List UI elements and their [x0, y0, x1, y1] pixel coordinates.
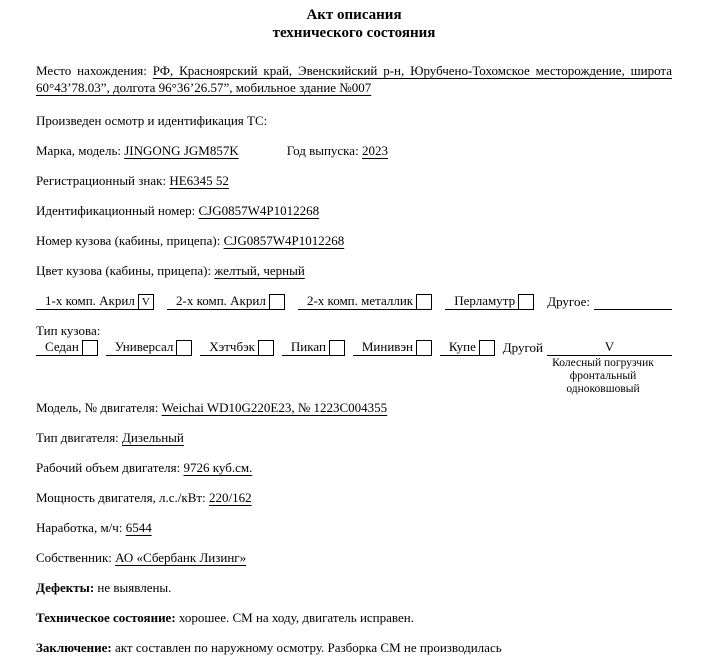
operating-hours-value: 6544: [125, 520, 152, 535]
defects-label: Дефекты:: [36, 580, 95, 595]
body-type-minivan: [353, 339, 432, 356]
engine-type-value: Дизельный: [122, 430, 184, 445]
location-value: РФ, Красноярский край, Эвенскийский р-н, Юрубчено-Тохомское месторождение, широта 60°43’78.03”, долгота 96°36’26.57”, мобильное здание №007: [36, 63, 673, 95]
condition-line: [36, 610, 672, 626]
field-operating-hours: [36, 520, 672, 536]
field-engine-type: [36, 430, 672, 446]
body-type-coupe-checkbox[interactable]: [479, 340, 495, 356]
body-type-row: [36, 339, 672, 356]
document-title: [36, 6, 672, 42]
field-vin: [36, 203, 672, 219]
defects-line: [36, 580, 672, 596]
vin-value: CJG0857W4P1012268: [198, 203, 320, 218]
vin-label: Идентификационный номер:: [36, 203, 196, 218]
owner-value: АО «Сбербанк Лизинг»: [115, 550, 247, 565]
body-color-label: Цвет кузова (кабины, прицепа):: [36, 263, 212, 278]
paint-option-metallic-checkbox[interactable]: [416, 294, 432, 310]
reg-number-value: НЕ6345 52: [169, 173, 229, 188]
paint-option-acryl-1-label: 1-х комп. Акрил: [45, 293, 135, 308]
condition-value: хорошее. СМ на ходу, двигатель исправен.: [178, 610, 414, 625]
body-type-other-note: Колесный погрузчик фронтальный одноковшовый: [552, 357, 654, 395]
field-body-number: [36, 233, 672, 249]
body-type-other: [503, 339, 672, 356]
intro-line: Произведен осмотр и идентификация ТС:: [36, 113, 268, 128]
engine-power-label: Мощность двигателя, л.с./кВт:: [36, 490, 206, 505]
paint-option-pearl: [445, 293, 534, 310]
body-type-sedan-label: Седан: [45, 339, 79, 354]
paint-option-acryl-2-label: 2-х комп. Акрил: [175, 293, 266, 308]
body-type-pickup-checkbox[interactable]: [329, 340, 345, 356]
year-label: Год выпуска:: [286, 143, 359, 158]
paint-option-pearl-label: Перламутр: [454, 293, 516, 308]
body-type-other-field[interactable]: V: [547, 339, 672, 356]
field-make-model: [36, 143, 672, 159]
conclusion-label: Заключение:: [36, 640, 112, 655]
body-type-pickup-label: Пикап: [290, 339, 326, 354]
paint-option-metallic: [298, 293, 432, 310]
field-engine-model: [36, 400, 672, 416]
engine-model-value: Weichai WD10G220E23, № 1223C004355: [161, 400, 388, 415]
location-label: Место нахождения:: [36, 63, 147, 78]
engine-type-label: Тип двигателя:: [36, 430, 119, 445]
body-type-wagon-checkbox[interactable]: [176, 340, 192, 356]
engine-volume-value: 9726 куб.см.: [183, 460, 253, 475]
paint-option-acryl-1: [36, 293, 154, 310]
field-body-color: [36, 263, 672, 279]
paint-options-row: [36, 293, 672, 310]
body-type-coupe-label: Купе: [448, 339, 476, 354]
field-engine-volume: [36, 460, 672, 476]
field-reg-number: [36, 173, 672, 189]
body-type-pickup: [282, 339, 345, 356]
defects-value: не выявлены.: [97, 580, 172, 595]
field-owner: [36, 550, 672, 566]
body-type-hatchback: [200, 339, 274, 356]
body-type-label: Тип кузова:: [36, 323, 101, 338]
body-type-minivan-label: Минивэн: [361, 339, 413, 354]
title-line-2: технического состояния: [272, 25, 436, 41]
body-number-label: Номер кузова (кабины, прицепа):: [36, 233, 221, 248]
body-type-minivan-checkbox[interactable]: [416, 340, 432, 356]
body-color-value: желтый, черный: [214, 263, 305, 278]
conclusion-value: акт составлен по наружному осмотру. Разборка СМ не производилась: [115, 640, 502, 655]
paint-option-acryl-1-checkbox[interactable]: V: [138, 294, 154, 310]
reg-number-label: Регистрационный знак:: [36, 173, 167, 188]
paint-other: [547, 294, 672, 310]
body-number-value: CJG0857W4P1012268: [223, 233, 345, 248]
paint-option-acryl-2-checkbox[interactable]: [269, 294, 285, 310]
body-type-coupe: [440, 339, 495, 356]
paint-option-pearl-checkbox[interactable]: [518, 294, 534, 310]
engine-volume-label: Рабочий объем двигателя:: [36, 460, 181, 475]
condition-label: Техническое состояние:: [36, 610, 176, 625]
body-type-wagon: [106, 339, 193, 356]
paint-other-field[interactable]: [594, 309, 672, 310]
body-type-hatchback-checkbox[interactable]: [258, 340, 274, 356]
paint-other-label: Другое:: [547, 294, 590, 309]
field-engine-power: [36, 490, 672, 506]
make-model-label: Марка, модель:: [36, 143, 121, 158]
paint-option-metallic-label: 2-х комп. металлик: [306, 293, 414, 308]
engine-model-label: Модель, № двигателя:: [36, 400, 159, 415]
make-model-value: JINGONG JGM857K: [124, 143, 239, 158]
operating-hours-label: Наработка, м/ч:: [36, 520, 123, 535]
title-line-1: Акт описания: [306, 7, 402, 23]
engine-power-value: 220/162: [208, 490, 252, 505]
owner-label: Собственник:: [36, 550, 112, 565]
body-type-other-label: Другой: [502, 340, 543, 355]
year-value: 2023: [361, 143, 388, 158]
body-type-wagon-label: Универсал: [114, 339, 174, 354]
conclusion-line: [36, 640, 672, 656]
body-type-sedan-checkbox[interactable]: [82, 340, 98, 356]
location-line: [36, 62, 672, 96]
paint-option-acryl-2: [167, 293, 285, 310]
body-type-sedan: [36, 339, 98, 356]
body-type-hatchback-label: Хэтчбэк: [209, 339, 255, 354]
